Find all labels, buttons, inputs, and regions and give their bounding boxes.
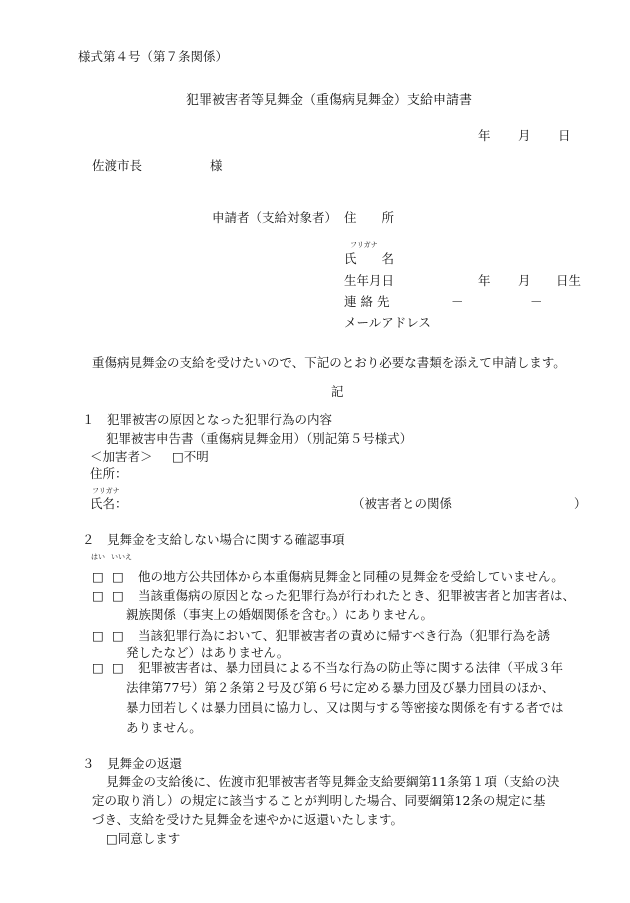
item1-no-checkbox[interactable]: □ — [112, 569, 124, 584]
item1-text: 他の地方公共団体から本重傷病見舞金と同種の見舞金を受給していません。 — [138, 569, 564, 584]
section1-heading: １ 犯罪被害の原因となった犯罪行為の内容 — [82, 412, 333, 427]
intro-text: 重傷病見舞金の支給を受けたいので、下記のとおり必要な書類を添えて申請します。 — [92, 355, 566, 370]
ki-label: 記 — [331, 384, 344, 399]
item3-no-checkbox[interactable]: □ — [112, 628, 124, 643]
item2-text-line1: 当該重傷病の原因となった犯罪行為が行われたとき、犯罪被害者と加害者は、 — [138, 588, 576, 603]
offender-label: ＜加害者＞ — [90, 449, 153, 464]
contact-dash-1: － — [451, 294, 464, 309]
applicant-email-label: メールアドレス — [344, 315, 431, 330]
document-title: 犯罪被害者等見舞金（重傷病見舞金）支給申請書 — [186, 93, 473, 108]
item3-text-line1: 当該犯罪行為において、犯罪被害者の責めに帰すべき行為（犯罪行為を誘 — [138, 628, 551, 643]
item2-yes-checkbox[interactable]: □ — [92, 588, 104, 603]
item4-text-line2: 法律第77号）第２条第２号及び第６号に定める暴力団及び暴力団員のほか、 — [126, 680, 555, 695]
offender-name-label: 氏名： — [90, 496, 128, 511]
date-day-label: 日 — [558, 128, 571, 143]
offender-furigana-label: フリガナ — [92, 487, 120, 495]
offender-address-label: 住所： — [90, 466, 128, 481]
contact-dash-2: － — [530, 294, 543, 309]
item4-text-line3: 暴力団若しくは暴力団員に協力し、又は関与する等密接な関係を有する者では — [126, 700, 564, 715]
item4-text-line4: ありません。 — [126, 720, 202, 735]
item3-text-line2: 発したなど）はありません。 — [126, 645, 290, 660]
relation-close: ） — [574, 496, 587, 511]
item4-no-checkbox[interactable]: □ — [112, 660, 124, 675]
applicant-address-label: 住 所 — [344, 210, 395, 225]
item1-yes-checkbox[interactable]: □ — [92, 569, 104, 584]
birth-day-label: 日生 — [556, 273, 582, 288]
item4-text-line1: 犯罪被害者は、暴力団員による不当な行為の防止等に関する法律（平成３年 — [138, 660, 564, 675]
section3-paragraph-line1: 見舞金の支給後に、佐渡市犯罪被害者等見舞金支給要綱第11条第１項（支給の決 — [106, 774, 560, 789]
addressee-honorific: 様 — [210, 158, 223, 173]
birth-month-label: 月 — [518, 273, 531, 288]
item3-yes-checkbox[interactable]: □ — [92, 628, 104, 643]
item2-no-checkbox[interactable]: □ — [112, 588, 124, 603]
date-year-label: 年 — [478, 128, 491, 143]
agree-checkbox[interactable]: □同意します — [106, 831, 181, 846]
applicant-name-label: 氏 名 — [344, 251, 395, 266]
applicant-birthdate-label: 生年月日 — [344, 273, 395, 288]
date-month-label: 月 — [518, 128, 531, 143]
applicant-label: 申請者（支給対象者） — [212, 210, 338, 225]
applicant-furigana-label: フリガナ — [350, 241, 378, 249]
hai-header: はい — [91, 553, 105, 561]
section3-paragraph-line2: 定の取り消し）の規定に該当することが判明した場合、同要綱第12条の規定に基 — [92, 793, 546, 808]
relation-open: （被害者との関係 — [352, 496, 453, 511]
item2-text-line2: 親族関係（事実上の婚姻関係を含む。）にありません。 — [126, 607, 434, 622]
section3-paragraph-line3: づき、支給を受けた見舞金を速やかに返還いたします。 — [92, 812, 404, 827]
iie-header: いいえ — [111, 553, 132, 561]
section2-heading: ２ 見舞金を支給しない場合に関する確認事項 — [82, 532, 345, 547]
offender-unknown-checkbox[interactable]: □不明 — [172, 449, 209, 464]
applicant-contact-label: 連 絡 先 — [344, 294, 390, 309]
section3-heading: ３ 見舞金の返還 — [82, 756, 183, 771]
section1-document: 犯罪被害申告書（重傷病見舞金用）（別記第５号様式） — [106, 431, 413, 446]
item4-yes-checkbox[interactable]: □ — [92, 660, 104, 675]
addressee-name: 佐渡市長 — [92, 158, 143, 173]
form-number: 様式第４号（第７条関係） — [78, 49, 229, 64]
birth-year-label: 年 — [478, 273, 491, 288]
